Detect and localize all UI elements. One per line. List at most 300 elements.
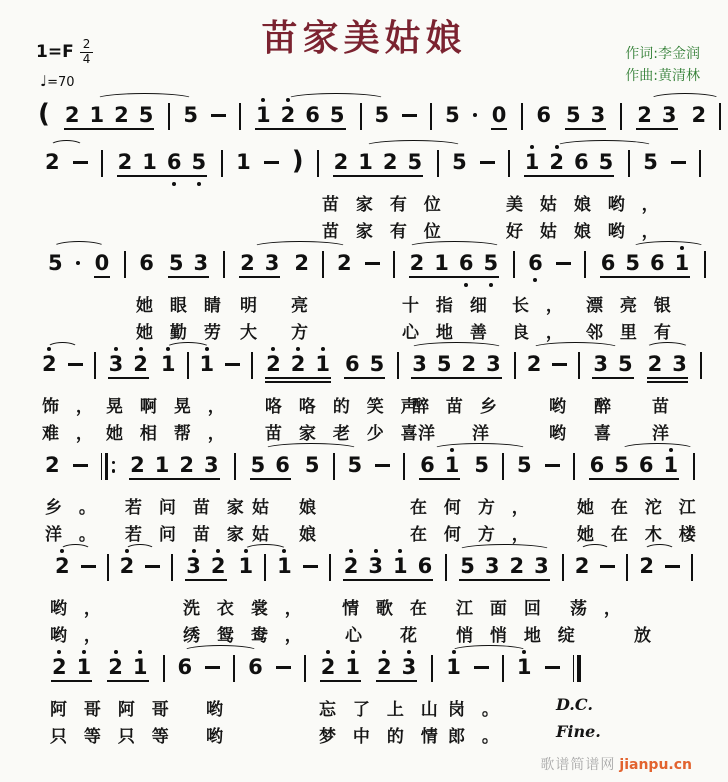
augmentation-dot xyxy=(76,261,80,265)
barline xyxy=(168,103,170,130)
lyric-segment: 忘 了 上 山 xyxy=(319,700,439,720)
slur-arc xyxy=(532,342,619,354)
note-digit: 5 xyxy=(168,251,184,275)
barline xyxy=(445,554,447,581)
slur-arc xyxy=(166,342,210,354)
lyric-segment: 洋 。 xyxy=(45,525,97,545)
note-digit: 1 xyxy=(444,453,460,477)
note-group xyxy=(375,648,418,694)
note-digit: 5 xyxy=(329,103,345,127)
barline xyxy=(578,352,580,379)
note xyxy=(169,244,184,290)
dot xyxy=(172,182,176,186)
note xyxy=(90,96,105,142)
barline xyxy=(234,453,236,480)
lyrics-row xyxy=(0,492,728,519)
barline xyxy=(699,150,701,177)
octave-dot-above xyxy=(114,648,118,655)
final-thin-bar xyxy=(573,655,575,682)
dot xyxy=(321,347,325,351)
note-digit: 6 xyxy=(650,251,665,275)
note-digit: 2 xyxy=(461,352,477,376)
beam xyxy=(344,377,385,379)
watermark-link[interactable]: jianpu.cn xyxy=(619,757,692,773)
note-digit: 1 xyxy=(236,150,251,174)
note-digit: 1 xyxy=(132,655,148,679)
barline xyxy=(393,251,395,278)
note-digit: 2 xyxy=(280,103,296,127)
tempo-value: =70 xyxy=(47,74,75,90)
dot xyxy=(351,650,355,654)
barline xyxy=(431,655,433,682)
song-title: 苗家美姑娘 xyxy=(261,18,467,59)
note xyxy=(251,446,266,492)
barline xyxy=(437,150,439,177)
lyric-segment: 洗 衣 裳 ， xyxy=(183,599,303,619)
note-digit: 1 xyxy=(76,655,92,679)
close-paren: ) xyxy=(291,146,304,176)
lyrics-row xyxy=(0,216,728,243)
note xyxy=(566,96,581,142)
note-digit: 2 xyxy=(45,453,60,477)
lyric-segment: 岗 。 xyxy=(448,700,500,720)
dot xyxy=(398,549,402,553)
duration-dash xyxy=(365,262,380,265)
note-digit: 1 xyxy=(516,655,532,679)
note-digit: 2 xyxy=(114,103,129,127)
note-digit: 1 xyxy=(256,103,271,127)
lyric-segment: 哟 xyxy=(206,727,224,747)
barline xyxy=(163,655,165,682)
note-digit: 1 xyxy=(89,103,105,127)
note xyxy=(77,648,92,694)
note xyxy=(625,244,640,290)
dot xyxy=(530,145,534,149)
duration-dash xyxy=(556,262,571,265)
lyrics-row xyxy=(0,317,728,344)
slur-arc xyxy=(580,544,610,556)
note-group xyxy=(564,96,607,142)
lyric-segment: 长 ， xyxy=(512,296,564,316)
octave-dot-below xyxy=(533,275,537,290)
note xyxy=(377,648,392,694)
music-line xyxy=(0,143,728,243)
barline xyxy=(620,103,622,130)
note-digit: 3 xyxy=(486,352,501,376)
duration-dash xyxy=(276,666,291,669)
lyric-segment: 大 xyxy=(240,323,258,343)
barline xyxy=(430,103,432,130)
octave-dot-above xyxy=(192,547,196,554)
barline xyxy=(124,251,126,278)
key-label: 1=F xyxy=(36,42,74,63)
beam xyxy=(647,377,688,379)
lyric-segment: 姑 xyxy=(252,498,270,518)
lyric-segment: 只 等 只 等 xyxy=(50,727,170,747)
barline xyxy=(107,554,109,581)
note-digit: 0 xyxy=(94,251,110,275)
open-paren: ( xyxy=(38,99,50,129)
lyric-segment: 乡 。 xyxy=(45,498,97,518)
duration-dash xyxy=(303,565,318,568)
tempo-marking xyxy=(36,72,93,90)
note-digit: 5 xyxy=(598,150,614,174)
note-digit: 2 xyxy=(549,150,565,174)
credits xyxy=(625,44,700,87)
beam xyxy=(333,175,424,177)
note xyxy=(402,648,417,694)
note-digit: 6 xyxy=(248,655,263,679)
beam xyxy=(265,377,331,379)
note-digit: 1 xyxy=(663,453,679,477)
music-lines xyxy=(0,96,728,749)
note-digit: 2 xyxy=(333,150,349,174)
slur-arc xyxy=(650,93,720,105)
barline xyxy=(502,453,504,480)
note-group xyxy=(264,345,332,391)
barline xyxy=(719,103,721,130)
octave-dot-above xyxy=(139,345,143,352)
note-group xyxy=(343,345,386,391)
note-digit: 5 xyxy=(452,150,467,174)
lyric-segment: 放 xyxy=(634,626,652,646)
lyric-segment: 十 指 细 xyxy=(402,296,488,316)
beam xyxy=(343,579,434,581)
note-digit: 3 xyxy=(193,251,209,275)
watermark xyxy=(540,754,692,774)
lyrics-row xyxy=(0,593,728,620)
note-digit: 2 xyxy=(637,103,652,127)
note-digit: 5 xyxy=(369,352,385,376)
lyric-segment: 绣 鸳 鸯 ， xyxy=(183,626,303,646)
note-digit: 3 xyxy=(412,352,427,376)
lyric-segment: 娘 xyxy=(299,498,317,518)
octave-dot-above xyxy=(407,648,411,655)
beam xyxy=(108,377,149,379)
note-digit: 2 xyxy=(64,103,80,127)
duration-dash xyxy=(665,565,680,568)
note xyxy=(183,96,198,142)
note xyxy=(321,648,336,694)
lyric-segment: 情 歌 在 xyxy=(342,599,428,619)
notes-row xyxy=(55,547,728,593)
barline xyxy=(360,103,362,130)
note-digit: 3 xyxy=(590,103,606,127)
note xyxy=(155,446,170,492)
slur-arc xyxy=(621,443,695,455)
final-barline xyxy=(573,655,582,682)
lyric-segment: 美 姑 娘 哟 ， xyxy=(506,195,660,215)
key-signature xyxy=(36,38,93,67)
note-digit: 5 xyxy=(191,150,207,174)
octave-dot-above xyxy=(82,648,86,655)
note-digit: 2 xyxy=(320,655,336,679)
note xyxy=(418,547,433,593)
repeat-begin-sign xyxy=(101,453,116,480)
beam xyxy=(117,175,208,177)
note-digit: 6 xyxy=(589,453,605,477)
slur-arc xyxy=(646,342,689,354)
octave-dot-above xyxy=(326,648,330,655)
duration-dash xyxy=(73,161,88,164)
beam xyxy=(107,680,148,682)
lyric-segment: 江 面 回 xyxy=(456,599,542,619)
slur-arc xyxy=(60,544,91,556)
note xyxy=(492,96,507,142)
beam xyxy=(255,128,346,130)
note-digit: 5 xyxy=(618,352,633,376)
note-digit: 3 xyxy=(593,352,608,376)
barline xyxy=(700,352,702,379)
beam xyxy=(491,128,508,130)
barline xyxy=(101,150,103,177)
note-digit: 3 xyxy=(534,554,549,578)
note xyxy=(393,547,408,593)
slur-arc xyxy=(458,544,551,556)
dot xyxy=(271,347,275,351)
lyric-segment: 悄 悄 地 绽 xyxy=(456,626,576,646)
note xyxy=(420,446,435,492)
note xyxy=(517,648,532,694)
octave-dot-above xyxy=(57,648,61,655)
barline xyxy=(322,251,324,278)
note xyxy=(334,143,349,189)
duration-dash xyxy=(545,666,560,669)
lyric-segment: 她 眼 睛 xyxy=(136,296,222,316)
note xyxy=(370,345,385,391)
music-line xyxy=(0,96,728,142)
note-digit: 1 xyxy=(199,352,215,376)
slur-arc xyxy=(264,443,358,455)
dot xyxy=(296,347,300,351)
slur-arc xyxy=(556,140,653,152)
beam xyxy=(647,381,688,383)
note-digit: 2 xyxy=(266,352,281,376)
lyric-segment: 苗 家 有 位 xyxy=(322,222,442,242)
duration-dash xyxy=(545,464,560,467)
lyric-segment: 漂 亮 银 xyxy=(586,296,672,316)
lyric-segment: 若 问 苗 家 xyxy=(125,498,245,518)
lyric-segment: 阿 哥 阿 哥 xyxy=(50,700,170,720)
dot xyxy=(464,283,468,287)
music-line xyxy=(0,446,728,546)
lyric-segment: 在 何 方 ， xyxy=(410,498,530,518)
note xyxy=(109,345,124,391)
note xyxy=(348,446,363,492)
note-digit: 2 xyxy=(382,150,398,174)
dot xyxy=(382,650,386,654)
note-digit: 1 xyxy=(160,352,176,376)
note xyxy=(139,244,154,290)
note-digit: 2 xyxy=(45,150,60,174)
lyric-segment: 咯 咯 的 笑 声 xyxy=(265,397,419,417)
slur-arc xyxy=(183,645,258,657)
lyrics-row xyxy=(0,620,728,647)
octave-dot-above xyxy=(530,143,534,150)
duration-dash xyxy=(211,114,226,117)
note xyxy=(281,96,296,142)
note xyxy=(211,547,226,593)
note-digit: 2 xyxy=(52,655,67,679)
beam xyxy=(168,276,209,278)
note xyxy=(178,648,193,694)
note-digit: 1 xyxy=(393,554,408,578)
note-digit: 0 xyxy=(491,103,507,127)
note-digit: 2 xyxy=(337,251,352,275)
note xyxy=(45,446,60,492)
note xyxy=(315,345,330,391)
lyric-segment: 明 xyxy=(240,296,258,316)
barline xyxy=(251,352,253,379)
note-digit: 2 xyxy=(133,352,148,376)
barline xyxy=(626,554,628,581)
note-digit: 5 xyxy=(304,453,320,477)
slur-arc xyxy=(244,544,287,556)
note xyxy=(536,96,551,142)
dot xyxy=(82,650,86,654)
notes-row xyxy=(42,345,728,391)
lyric-segment: 梦 中 的 情 xyxy=(319,727,439,747)
note-digit: 3 xyxy=(672,352,687,376)
barline xyxy=(264,554,266,581)
note xyxy=(446,648,461,694)
note-group xyxy=(319,648,362,694)
duration-dash xyxy=(375,464,390,467)
barline xyxy=(628,150,630,177)
barline xyxy=(233,655,235,682)
note-digit: 2 xyxy=(210,554,226,578)
dot xyxy=(533,278,537,282)
barline xyxy=(521,103,523,130)
lyric-segment: D.C. xyxy=(556,695,593,714)
notes-row xyxy=(48,244,728,290)
duration-dash xyxy=(73,464,88,467)
notes-row xyxy=(38,96,728,142)
beam xyxy=(320,680,361,682)
dot xyxy=(326,650,330,654)
note-digit: 6 xyxy=(574,150,589,174)
lyric-segment: 她 在 木 楼 xyxy=(577,525,697,545)
dot xyxy=(407,650,411,654)
note xyxy=(133,648,148,694)
note xyxy=(142,143,157,189)
beam xyxy=(459,579,550,581)
lyric-segment: 哟 ， xyxy=(50,626,102,646)
note-digit: 5 xyxy=(625,251,640,275)
dot xyxy=(112,469,116,473)
slur-arc xyxy=(408,241,501,253)
note-digit: 6 xyxy=(528,251,543,275)
note-digit: 2 xyxy=(117,150,133,174)
beam xyxy=(64,128,155,130)
note-digit: 5 xyxy=(483,251,499,275)
note-digit: 5 xyxy=(436,352,452,376)
note-digit: 3 xyxy=(368,554,383,578)
beam xyxy=(94,276,111,278)
dot xyxy=(57,650,61,654)
note-digit: 5 xyxy=(48,251,63,275)
octave-dot-above xyxy=(382,648,386,655)
lyric-segment: 苗 家 有 位 xyxy=(322,195,442,215)
note xyxy=(637,96,652,142)
note xyxy=(358,143,373,189)
lyric-segment: 饰 ， xyxy=(42,397,94,417)
duration-dash xyxy=(68,363,83,366)
note xyxy=(194,244,209,290)
final-thick-bar xyxy=(577,655,582,682)
quarter-note-icon: ♩ xyxy=(40,71,48,90)
note-digit: 2 xyxy=(647,352,663,376)
note-digit: 5 xyxy=(374,103,390,127)
note-digit: 3 xyxy=(661,103,677,127)
lyricist-credit: 作词:李金润 xyxy=(625,46,700,62)
lyric-segment: 好 姑 娘 哟 ， xyxy=(506,222,660,242)
beam xyxy=(411,377,502,379)
duration-dash xyxy=(264,161,279,164)
duration-dash xyxy=(474,666,489,669)
note-digit: 3 xyxy=(401,655,417,679)
octave-dot-above xyxy=(296,345,300,352)
note-digit: 2 xyxy=(42,352,57,376)
note xyxy=(108,648,123,694)
note-digit: 2 xyxy=(119,554,135,578)
note-digit: 5 xyxy=(614,453,629,477)
note xyxy=(179,446,194,492)
octave-dot-above xyxy=(351,648,355,655)
note xyxy=(192,143,207,189)
composer-credit: 作曲:黄清林 xyxy=(625,67,700,84)
lyric-segment: 方 xyxy=(291,323,309,343)
slur-arc xyxy=(47,342,78,354)
dot xyxy=(139,347,143,351)
note-digit: 6 xyxy=(458,251,474,275)
note xyxy=(337,244,352,290)
beam xyxy=(589,478,680,480)
beam xyxy=(250,478,291,480)
meter-denominator: 4 xyxy=(82,51,91,66)
music-line xyxy=(0,345,728,445)
note-digit: 5 xyxy=(566,103,581,127)
lyric-segment: 邻 里 有 xyxy=(586,323,672,343)
barline xyxy=(239,103,241,130)
beam xyxy=(565,128,606,130)
barline xyxy=(329,554,331,581)
note-digit: 1 xyxy=(674,251,690,275)
time-signature xyxy=(80,38,94,67)
lyrics-row xyxy=(0,519,728,546)
lyric-segment: 郎 。 xyxy=(448,727,500,747)
dot xyxy=(197,182,201,186)
beam xyxy=(129,478,220,480)
duration-dash xyxy=(600,565,615,568)
lyric-segment: 她 在 沱 江 xyxy=(577,498,697,518)
note-digit: 1 xyxy=(345,655,360,679)
barline xyxy=(187,352,189,379)
note-group xyxy=(107,345,150,391)
note-digit: 1 xyxy=(524,150,540,174)
beam xyxy=(376,680,417,682)
duration-dash xyxy=(480,161,495,164)
note-digit: 2 xyxy=(55,554,70,578)
barline xyxy=(704,251,706,278)
slur-arc xyxy=(644,544,675,556)
duration-dash xyxy=(552,363,567,366)
barline xyxy=(693,453,695,480)
octave-dot-above xyxy=(216,547,220,554)
note-digit: 2 xyxy=(574,554,590,578)
slur-arc xyxy=(433,443,527,455)
barline xyxy=(513,251,515,278)
